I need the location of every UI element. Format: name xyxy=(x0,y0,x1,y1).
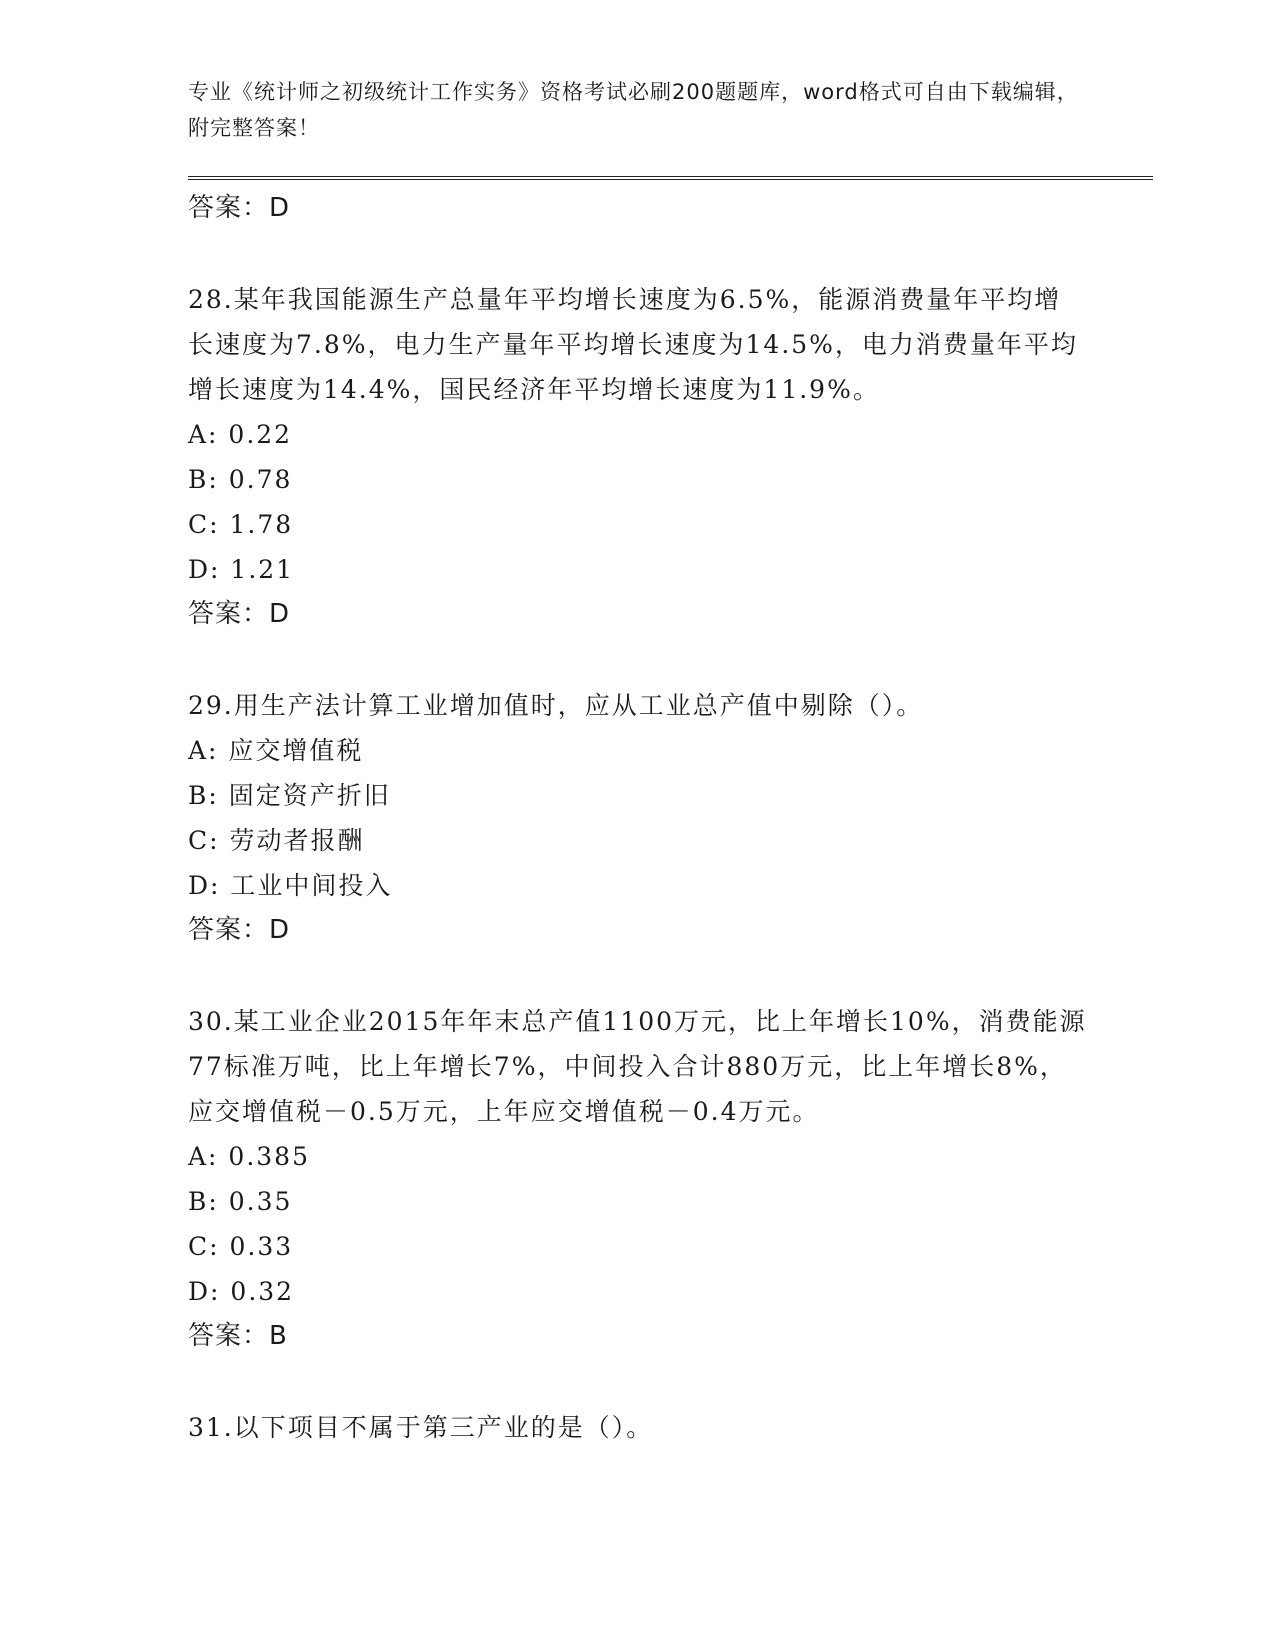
question-text: 31.以下项目不属于第三产业的是（）。 xyxy=(188,1413,654,1442)
option-b: B: 0.35 xyxy=(188,1187,293,1216)
question-text: 30.某工业企业2015年年末总产值1100万元，比上年增长10%，消费能源77标准万吨，比上年增长7%，中间投入合计880万元，比上年增长8%，应交增值税－0.5万元，上年应交增值税－0.4万元。 xyxy=(188,1007,1087,1126)
document-header: 专业《统计师之初级统计工作实务》资格考试必刷200题题库，word格式可自由下载编辑，附完整答案！ xyxy=(188,80,1079,140)
option-a: A: 应交增值税 xyxy=(188,736,364,765)
question-text: 29.用生产法计算工业增加值时，应从工业总产值中剔除（）。 xyxy=(188,691,924,720)
question-block-31 xyxy=(188,1405,1088,1450)
option-d: D: 工业中间投入 xyxy=(188,871,393,900)
answer-label: 答案：D xyxy=(188,193,291,223)
option-c: C: 1.78 xyxy=(188,510,294,539)
answer-label: 答案：D xyxy=(188,915,291,945)
question-block-30 xyxy=(188,999,1088,1358)
option-d: D: 1.21 xyxy=(188,555,295,584)
answer-label: 答案：B xyxy=(188,1321,288,1351)
option-a: A: 0.385 xyxy=(188,1142,310,1171)
option-c: C: 劳动者报酬 xyxy=(188,826,365,855)
header-divider xyxy=(188,176,1153,180)
option-b: B: 固定资产折旧 xyxy=(188,781,391,810)
question-block-28 xyxy=(188,277,1088,636)
answer-label: 答案：D xyxy=(188,599,291,629)
question-text: 28.某年我国能源生产总量年平均增长速度为6.5%，能源消费量年平均增长速度为7.8%，电力生产量年平均增长速度为14.5%，电力消费量年平均增长速度为14.4%，国民经济年平均增长速度为11.9%。 xyxy=(188,285,1078,404)
option-c: C: 0.33 xyxy=(188,1232,294,1261)
option-b: B: 0.78 xyxy=(188,465,293,494)
option-a: A: 0.22 xyxy=(188,420,293,449)
question-list xyxy=(188,186,1088,1450)
option-d: D: 0.32 xyxy=(188,1277,295,1306)
question-block-29 xyxy=(188,683,1088,952)
